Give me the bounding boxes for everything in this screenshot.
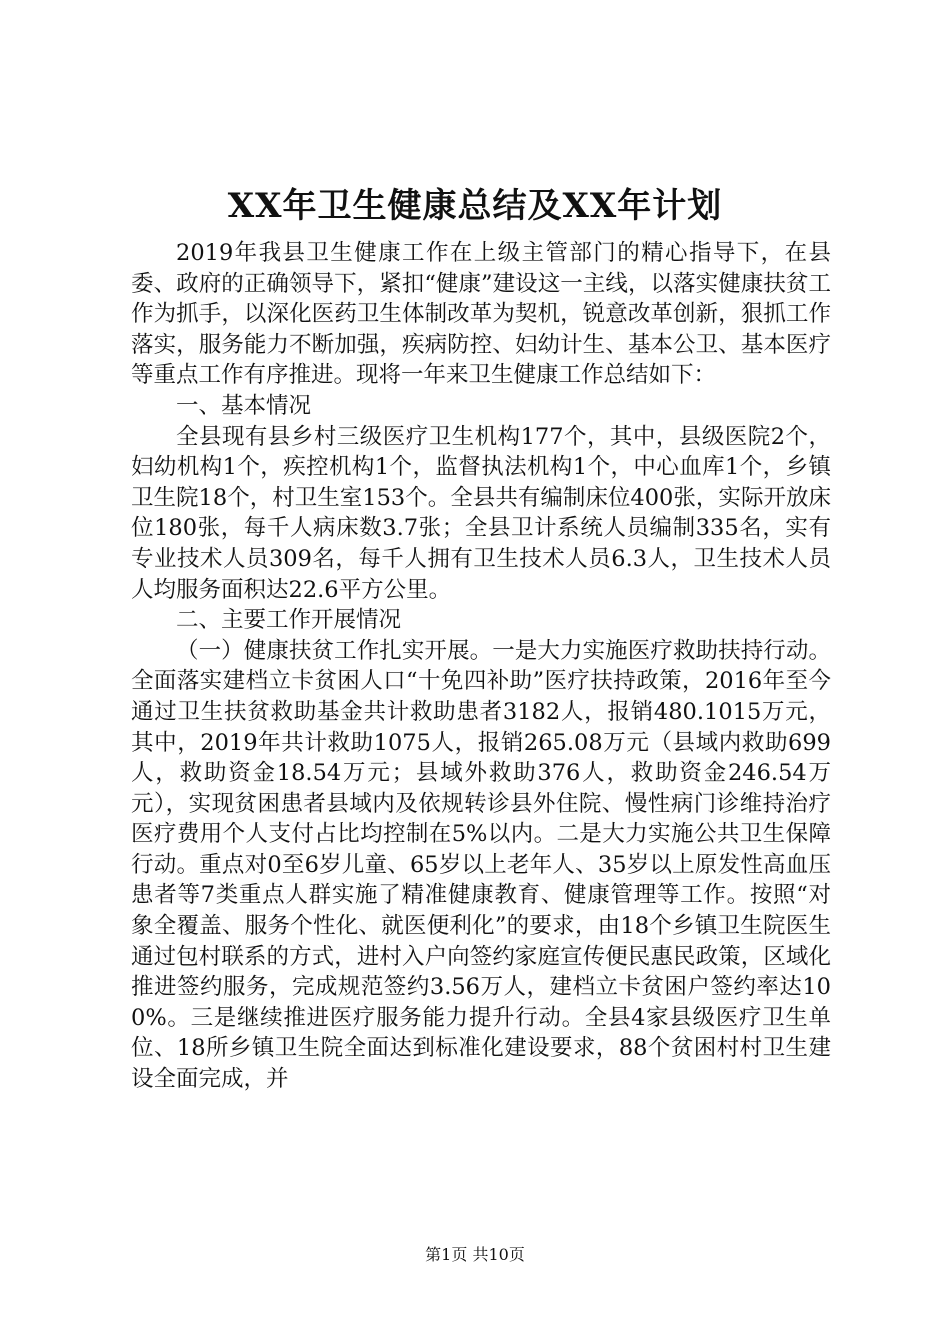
intro-paragraph: 2019年我县卫生健康工作在上级主管部门的精心指导下，在县委、政府的正确领导下，紧扣“健康”建设这一主线，以落实健康扶贫工作为抓手，以深化医药卫生体制改革为契机，锐意改革创新，狠抓工作落实，服务能力不断加强，疾病防控、妇幼计生、基本公卫、基本医疗等重点工作有序推进。现将一年来卫生健康工作总结如下： xyxy=(131,240,831,389)
section-heading-basic: 一、基本情况 xyxy=(176,392,312,419)
section-heading-main-work: 二、主要工作开展情况 xyxy=(176,607,402,634)
page-footer xyxy=(0,1243,950,1267)
poverty-health-paragraph: （一）健康扶贫工作扎实开展。一是大力实施医疗救助扶持行动。全面落实建档立卡贫困人口“十免四补助”医疗扶持政策，2016年至今通过卫生扶贫救助基金共计救助患者3182人，报销480.1015万元，其中，2019年共计救助1075人，报销265.08万元（县域内救助699人，救助资金18.54万元；县域外救助376人，救助资金246.54万元），实现贫困患者县域内及依规转诊县外住院、慢性病门诊维持治疗医疗费用个人支付占比均控制在5%以内。二是大力实施公共卫生保障行动。重点对0至6岁儿童、65岁以上老年人、35岁以上原发性高血压患者等7类重点人群实施了精准健康教育、健康管理等工作。按照“对象全覆盖、服务个性化、就医便利化”的要求，由18个乡镇卫生院医生通过包村联系的方式，进村入户向签约家庭宣传便民惠民政策，区域化推进签约服务，完成规范签约3.56万人，建档立卡贫困户签约率达100%。三是继续推进医疗服务能力提升行动。全县4家县级医疗卫生单位、18所乡镇卫生院全面达到标准化建设要求，88个贫困村村卫生建设全面完成，并 xyxy=(131,637,831,1093)
basic-situation-paragraph: 全县现有县乡村三级医疗卫生机构177个，其中，县级医院2个，妇幼机构1个，疾控机构1个，监督执法机构1个，中心血库1个，乡镇卫生院18个，村卫生室153个。全县共有编制床位400张，实际开放床位180张，每千人病床数3.7张；全县卫计系统人员编制335名，实有专业技术人员309名，每千人拥有卫生技术人员6.3人，卫生技术人员人均服务面积达22.6平方公里。 xyxy=(131,423,831,603)
page-total: 共10页 xyxy=(472,1245,525,1264)
document-body xyxy=(131,238,831,1095)
document-title: XX年卫生健康总结及XX年计划 xyxy=(227,186,723,226)
page-number: 第1页 xyxy=(425,1245,468,1264)
